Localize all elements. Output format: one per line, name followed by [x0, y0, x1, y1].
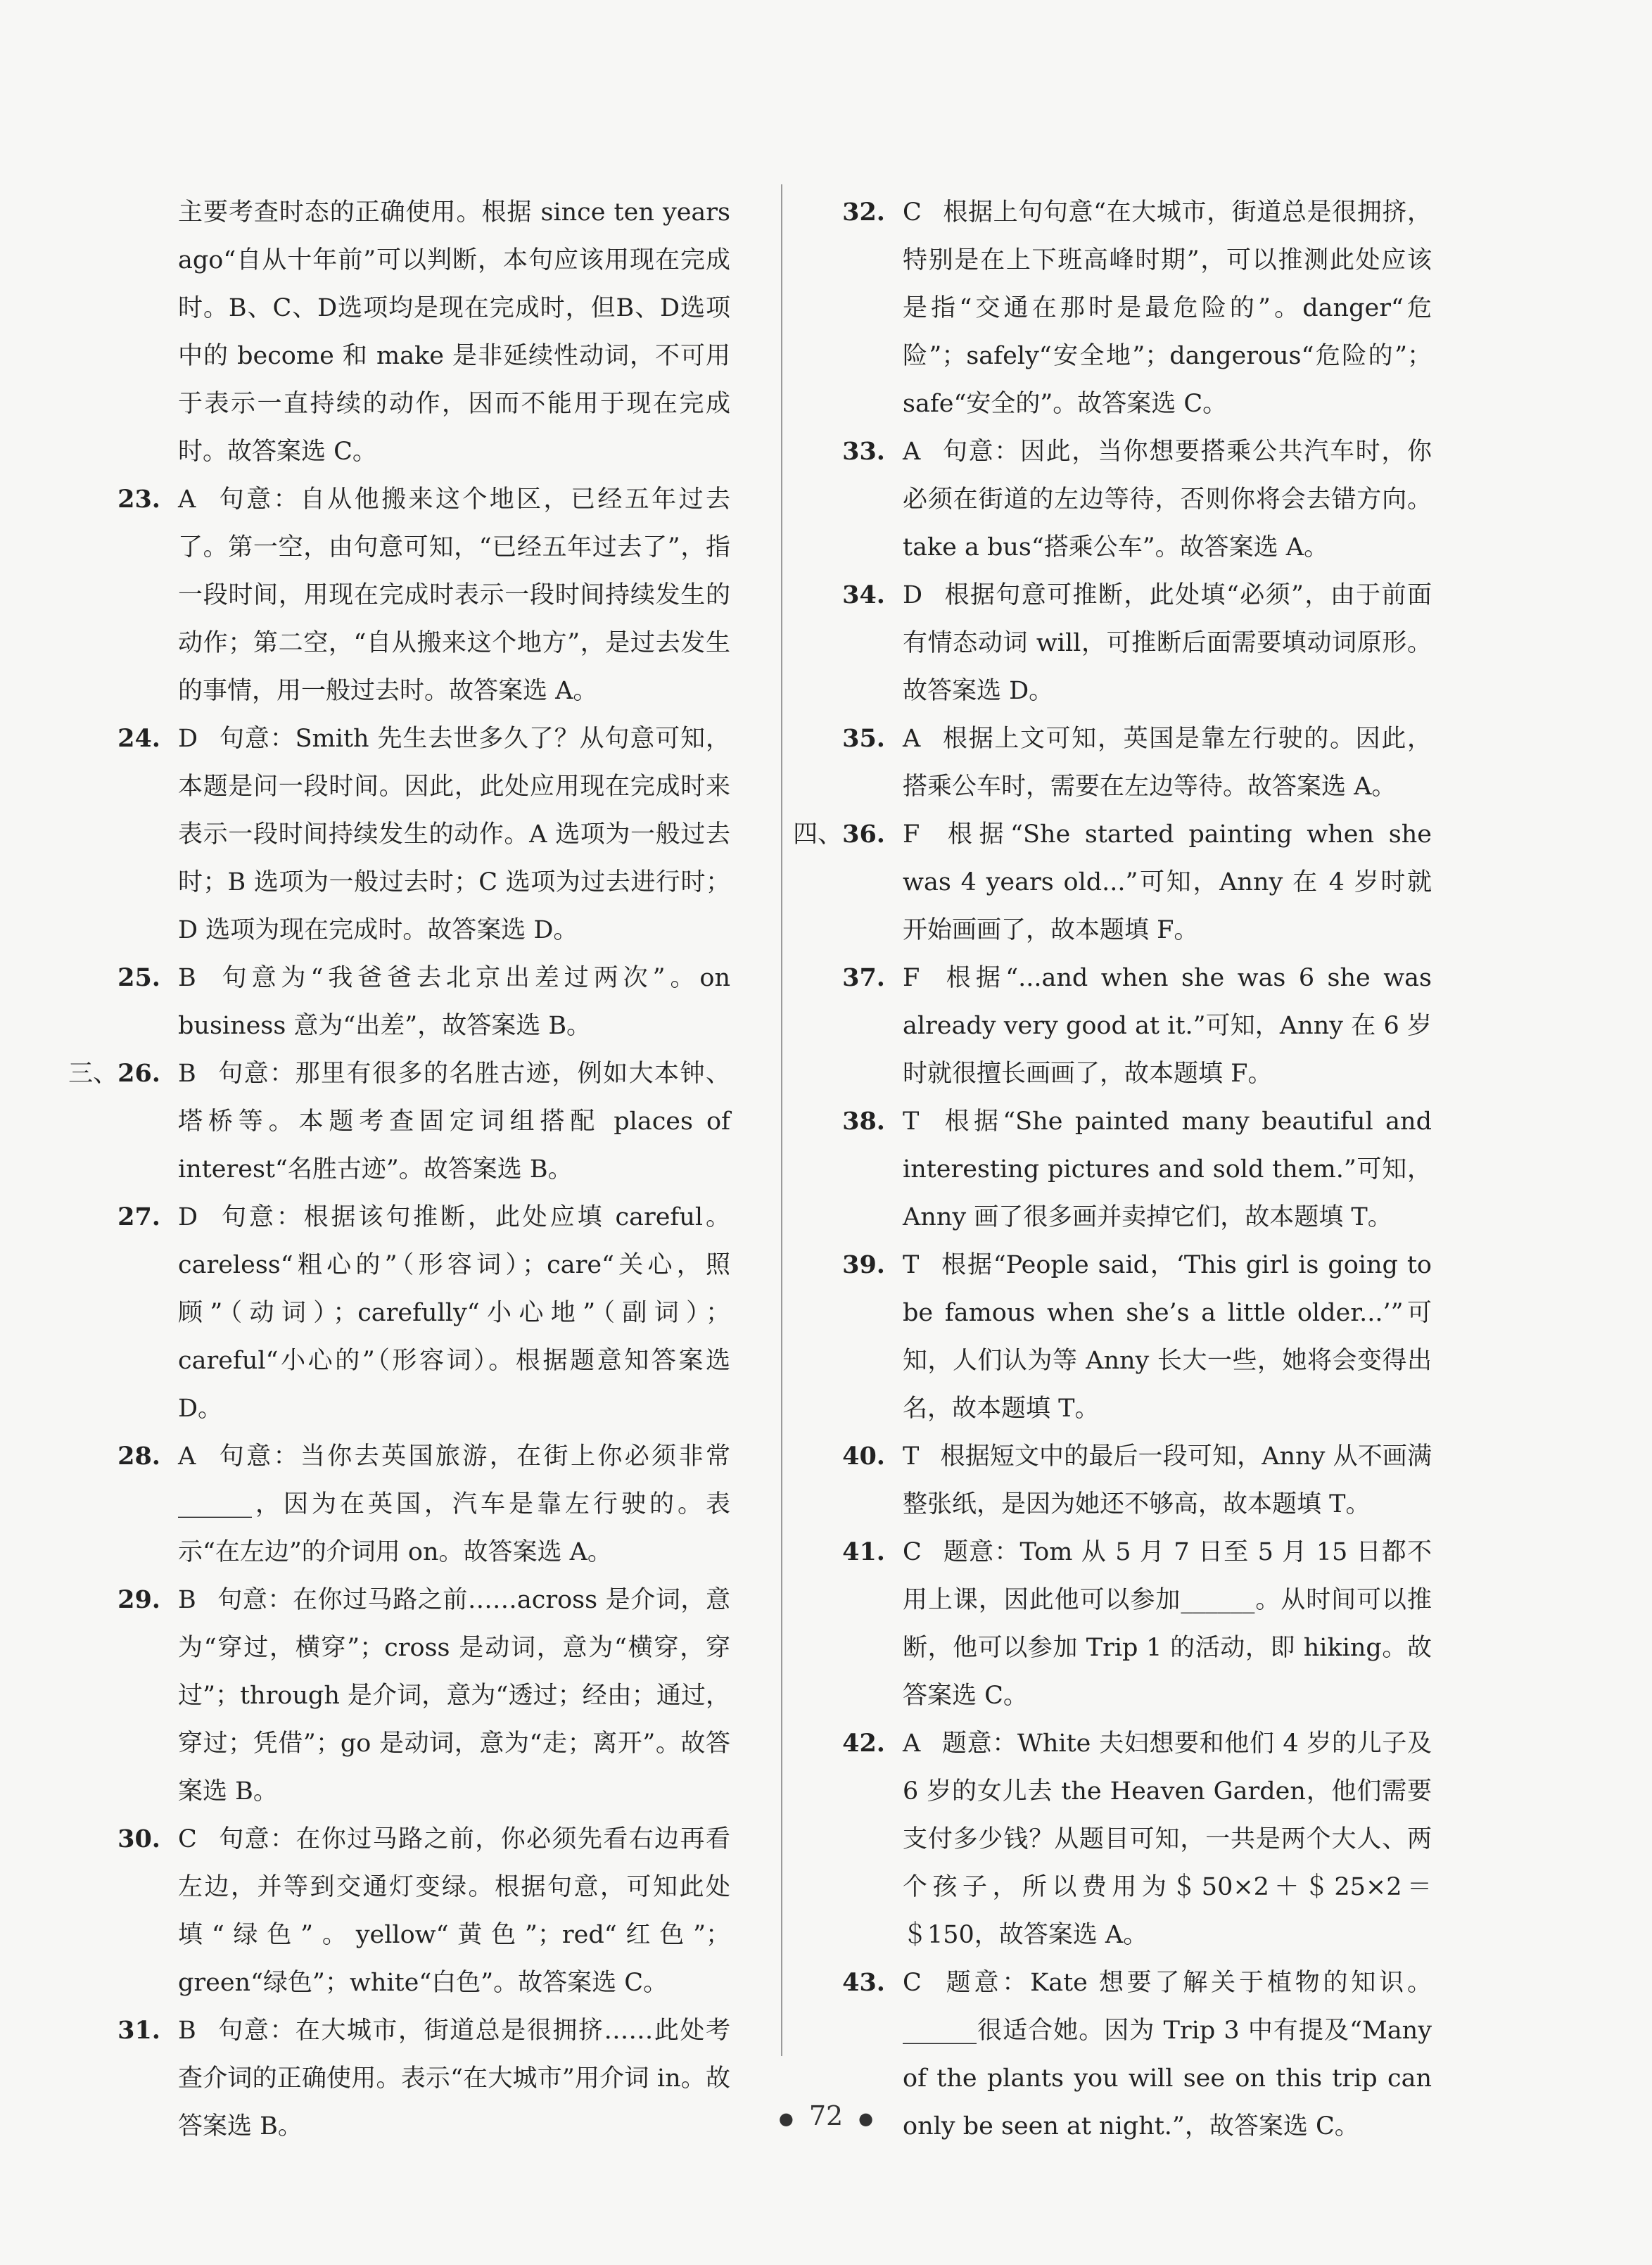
answer-letter: T — [903, 1251, 920, 1279]
answer-item — [111, 1815, 730, 2007]
section-marker: 四、 — [793, 820, 843, 849]
answer-explanation: 根据短文中的最后一段可知，Anny 从不画满整张纸，是因为她还不够高，故本题填 T。 — [903, 1442, 1432, 1518]
answer-letter: C — [903, 1538, 922, 1566]
answer-explanation: 根据上句句意“在大城市，街道总是很拥挤，特别是在上下班高峰时期”，可以推测此处应该是指“交通在那时是最危险的”。danger“危险”；safely“安全地”；dangerous“危险的”；safe“安全的”。故答案选 C。 — [903, 198, 1432, 418]
answer-letter: D — [903, 581, 923, 609]
answer-item — [111, 715, 730, 954]
answer-letter: F — [903, 964, 920, 992]
left-column — [68, 189, 730, 2150]
answer-explanation: 主要考查时态的正确使用。根据 since ten years ago“自从十年前”可以判断，本句应该用现在完成时。B、C、D选项均是现在完成时，但B、D选项中的 become 和 make 是非延续性动词，不可用于表示一直持续的动作，因而不能用于现在完成时。故答案选 C。 — [178, 198, 730, 466]
answer-letter: A — [903, 438, 921, 466]
answer-item — [836, 189, 1432, 428]
question-number: 41. — [842, 1537, 885, 1566]
answer-item — [836, 954, 1432, 1098]
question-number: 29. — [117, 1585, 160, 1614]
question-number: 34. — [842, 580, 885, 609]
page-number — [0, 2100, 1652, 2131]
answer-letter: D — [178, 725, 198, 753]
answer-letter: F — [903, 820, 920, 849]
column-divider — [781, 184, 782, 2056]
answer-letter: C — [903, 1969, 922, 1997]
question-number: 25. — [117, 963, 160, 992]
question-number-with-section — [769, 811, 885, 858]
answer-letter: B — [178, 1586, 196, 1614]
answer-explanation: 句意为“我爸爸去北京出差过两次”。on business 意为“出差”，故答案选 B。 — [178, 964, 730, 1040]
answer-letter: A — [178, 1442, 196, 1471]
answer-explanation: 根据句意可推断，此处填“必须”，由于前面有情态动词 will，可推断后面需要填动词原形。故答案选 D。 — [903, 581, 1432, 705]
answer-explanation: 句意：因此，当你想要搭乘公共汽车时，你必须在街道的左边等待，否则你将会去错方向。take a bus“搭乘公车”。故答案选 A。 — [903, 438, 1432, 562]
question-number: 35. — [842, 724, 885, 753]
answer-letter: B — [178, 2017, 196, 2045]
question-number: 36. — [842, 820, 885, 849]
answer-letter: A — [903, 725, 921, 753]
answer-explanation: 句意：自从他搬来这个地区，已经五年过去了。第一空，由句意可知，“已经五年过去了”，指一段时间，用现在完成时表示一段时间持续发生的动作；第二空，“自从搬来这个地方”，是过去发生的事情，用一般过去时。故答案选 A。 — [178, 486, 730, 705]
answer-explanation: 根据“She started painting when she was 4 years old...”可知，Anny 在 4 岁时就开始画画了，故本题填 F。 — [903, 820, 1432, 944]
answer-item — [836, 1720, 1432, 1959]
answer-letter: B — [178, 964, 196, 992]
answer-explanation: 根据“People said，‘This girl is going to be famous when she’s a little older...’”可知，人们认为等 Anny 长大一些，她将会变得出名，故本题填 T。 — [903, 1251, 1432, 1423]
answer-item — [836, 428, 1432, 571]
section-marker: 三、 — [68, 1060, 118, 1088]
answer-item — [111, 954, 730, 1050]
answer-letter: B — [178, 1060, 196, 1088]
answer-explanation: 句意：根据该句推断，此处应填 careful。careless“粗心的”（形容词）；care“关心，照顾”（动词）；carefully“小心地”（副词）；careful“小心的”（形容词）。根据题意知答案选 D。 — [178, 1203, 730, 1423]
question-number: 40. — [842, 1442, 885, 1471]
question-number: 37. — [842, 963, 885, 992]
answer-letter: D — [178, 1203, 198, 1231]
answer-item — [836, 715, 1432, 811]
bullet-dot-icon: ● — [858, 2108, 874, 2128]
answer-item — [836, 1241, 1432, 1433]
answer-explanation: 句意：Smith 先生去世多久了？从句意可知，本题是问一段时间。因此，此处应用现在完成时来表示一段时间持续发生的动作。A 选项为一般过去时；B 选项为一般过去时；C 选项为过去进行时；D 选项为现在完成时。故答案选 D。 — [178, 725, 730, 944]
answer-explanation: 根据“She painted many beautiful and interesting pictures and sold them.”可知，Anny 画了很多画并卖掉它们，故本题填 T。 — [903, 1108, 1432, 1231]
answer-item — [836, 1528, 1432, 1720]
answer-explanation: 句意：在你过马路之前……across 是介词，意为“穿过，横穿”；cross 是动词，意为“横穿，穿过”；through 是介词，意为“透过；经由；通过，穿过；凭借”；go 是动词，意为“走；离开”。故答案选 B。 — [178, 1586, 730, 1806]
answer-item-continued — [111, 189, 730, 476]
answer-item — [836, 571, 1432, 715]
answer-explanation: 句意：在你过马路之前，你必须先看右边再看左边，并等到交通灯变绿。根据句意，可知此处填“绿色”。yellow“黄色”；red“红色”；green“绿色”；white“白色”。故答案选 C。 — [178, 1825, 730, 1997]
question-number: 33. — [842, 437, 885, 466]
question-number: 32. — [842, 198, 885, 227]
question-number-with-section — [44, 1050, 160, 1098]
answer-item — [111, 1433, 730, 1576]
answer-item — [111, 476, 730, 715]
bullet-dot-icon: ● — [778, 2108, 794, 2128]
answer-explanation: 根据上文可知，英国是靠左行驶的。因此，搭乘公车时，需要在左边等待。故答案选 A。 — [903, 725, 1432, 801]
answer-explanation: 句意：在大城市，街道总是很拥挤……此处考查介词的正确使用。表示“在大城市”用介词 in。故答案选 B。 — [178, 2017, 730, 2140]
question-number: 30. — [117, 1825, 160, 1853]
answer-item — [68, 1050, 730, 1193]
answer-item — [836, 1433, 1432, 1528]
page-number-text: 72 — [808, 2100, 844, 2131]
answer-item — [111, 1193, 730, 1433]
question-number: 38. — [842, 1107, 885, 1136]
question-number: 39. — [842, 1250, 885, 1279]
question-number: 28. — [117, 1442, 160, 1471]
question-number: 26. — [117, 1059, 160, 1088]
answer-letter: T — [903, 1108, 920, 1136]
question-number: 24. — [117, 724, 160, 753]
question-number: 27. — [117, 1203, 160, 1231]
answer-letter: T — [903, 1442, 920, 1471]
answer-item — [793, 811, 1432, 954]
answer-item — [111, 1576, 730, 1815]
answer-letter: C — [903, 198, 922, 227]
answer-letter: A — [178, 486, 196, 514]
answer-letter: A — [903, 1730, 921, 1758]
answer-explanation: 根据“...and when she was 6 she was already very good at it.”可知，Anny 在 6 岁时就很擅长画画了，故本题填 F。 — [903, 964, 1432, 1088]
answer-explanation: 题意：White 夫妇想要和他们 4 岁的儿子及 6 岁的女儿去 the Heaven Garden，他们需要支付多少钱？从题目可知，一共是两个大人、两个孩子，所以费用为＄50×2＋＄25×2＝＄150，故答案选 A。 — [903, 1730, 1432, 1949]
answer-letter: C — [178, 1825, 197, 1853]
answer-explanation: 题意：Kate 想要了解关于植物的知识。______很适合她。因为 Trip 3 中有提及“Many of the plants you will see on this trip can only be seen at night.”，故答案选 C。 — [903, 1969, 1432, 2140]
question-number: 42. — [842, 1729, 885, 1758]
answer-explanation: 句意：当你去英国旅游，在街上你必须非常______，因为在英国，汽车是靠左行驶的。表示“在左边”的介词用 on。故答案选 A。 — [178, 1442, 730, 1566]
answer-explanation: 句意：那里有很多的名胜古迹，例如大本钟、塔桥等。本题考查固定词组搭配 places of interest“名胜古迹”。故答案选 B。 — [178, 1060, 730, 1184]
question-number: 31. — [117, 2016, 160, 2045]
answer-item — [836, 1098, 1432, 1241]
answer-explanation: 题意：Tom 从 5 月 7 日至 5 月 15 日都不用上课，因此他可以参加______。从时间可以推断，他可以参加 Trip 1 的活动，即 hiking。故答案选 C。 — [903, 1538, 1432, 1710]
question-number: 43. — [842, 1968, 885, 1997]
question-number: 23. — [117, 485, 160, 514]
